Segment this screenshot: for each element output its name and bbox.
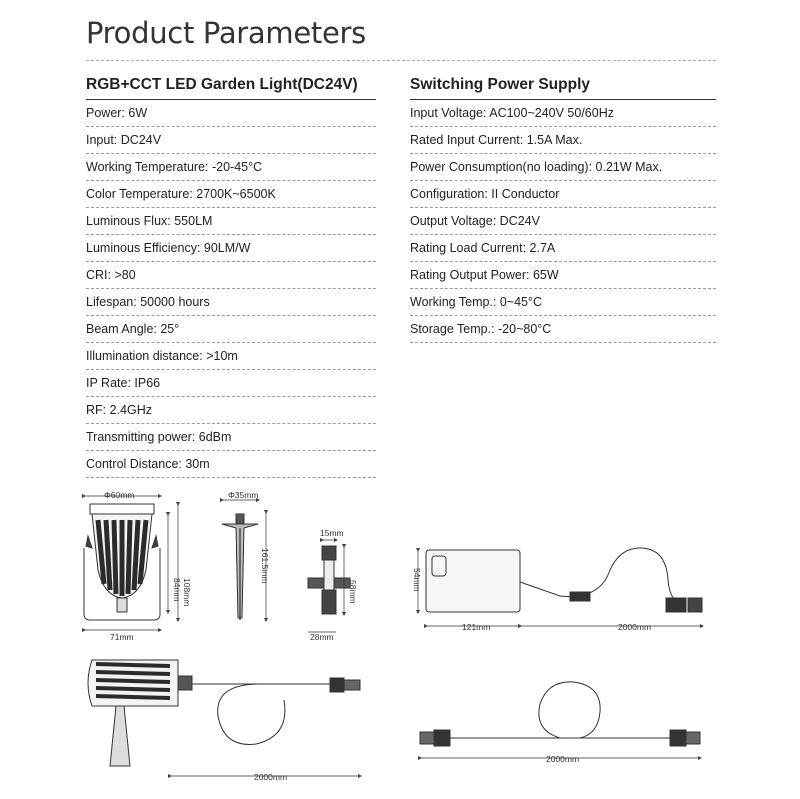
light-spec-row: Transmitting power: 6dBm (86, 424, 376, 451)
t-connector-drawing (308, 540, 350, 632)
adapter-length-label: 121mm (462, 622, 491, 632)
page-title: Product Parameters (86, 16, 366, 50)
power-spec-row: Input Voltage: AC100~240V 50/60Hz (410, 100, 716, 127)
power-spec-row: Working Temp.: 0~45°C (410, 289, 716, 316)
light-spec-row: Input: DC24V (86, 127, 376, 154)
lamp-cable-drawing (88, 660, 360, 776)
adapter-height-label: 54mm (412, 568, 422, 592)
spike-diameter-label: Φ35mm (228, 490, 259, 500)
lamp-cable-label: 2000mm (254, 772, 288, 782)
light-spec-row: Luminous Efficiency: 90LM/W (86, 235, 376, 262)
light-spec-row: Working Temperature: -20-45°C (86, 154, 376, 181)
power-supply-spec-column (410, 72, 716, 343)
power-spec-row: Rating Output Power: 65W (410, 262, 716, 289)
product-dimension-drawings (0, 480, 800, 799)
adapter-cable-label: 2000mm (618, 622, 652, 632)
light-spec-row: Power: 6W (86, 100, 376, 127)
light-spec-row: Lifespan: 50000 hours (86, 289, 376, 316)
light-spec-row: Illumination distance: >10m (86, 343, 376, 370)
power-spec-row: Configuration: II Conductor (410, 181, 716, 208)
lamp-width-label: 71mm (110, 632, 134, 642)
light-spec-row: Luminous Flux: 550LM (86, 208, 376, 235)
lamp-diameter-label: Φ60mm (104, 490, 135, 500)
light-spec-row: CRI: >80 (86, 262, 376, 289)
extension-cable-label: 2000mm (546, 754, 580, 764)
power-spec-row: Storage Temp.: -20~80°C (410, 316, 716, 343)
light-spec-row: Control Distance: 30m (86, 451, 376, 478)
power-spec-row: Power Consumption(no loading): 0.21W Max. (410, 154, 716, 181)
spike-length-label: 161.5mm (260, 548, 270, 584)
power-supply-heading: Switching Power Supply (410, 72, 716, 100)
light-spec-row: IP Rate: IP66 (86, 370, 376, 397)
connector-width-label: 28mm (310, 632, 334, 642)
light-spec-column (86, 72, 376, 478)
lamp-height-label: 108mm (182, 578, 192, 607)
light-spec-row: Beam Angle: 25° (86, 316, 376, 343)
lamp-body-height-label: 84mm (172, 578, 182, 602)
extension-cable-drawing (420, 682, 700, 758)
power-adapter-drawing (418, 548, 702, 626)
connector-height-label: 58mm (348, 580, 358, 604)
light-spec-list (86, 100, 376, 478)
power-supply-spec-list (410, 100, 716, 343)
lamp-head-drawing (84, 496, 178, 630)
power-spec-row: Rating Load Current: 2.7A (410, 235, 716, 262)
connector-top-label: 15mm (320, 528, 344, 538)
ground-spike-drawing (222, 500, 266, 620)
power-spec-row: Output Voltage: DC24V (410, 208, 716, 235)
light-spec-row: Color Temperature: 2700K~6500K (86, 181, 376, 208)
light-spec-heading: RGB+CCT LED Garden Light(DC24V) (86, 72, 376, 100)
light-spec-row: RF: 2.4GHz (86, 397, 376, 424)
power-spec-row: Rated Input Current: 1.5A Max. (410, 127, 716, 154)
title-divider (86, 60, 716, 61)
